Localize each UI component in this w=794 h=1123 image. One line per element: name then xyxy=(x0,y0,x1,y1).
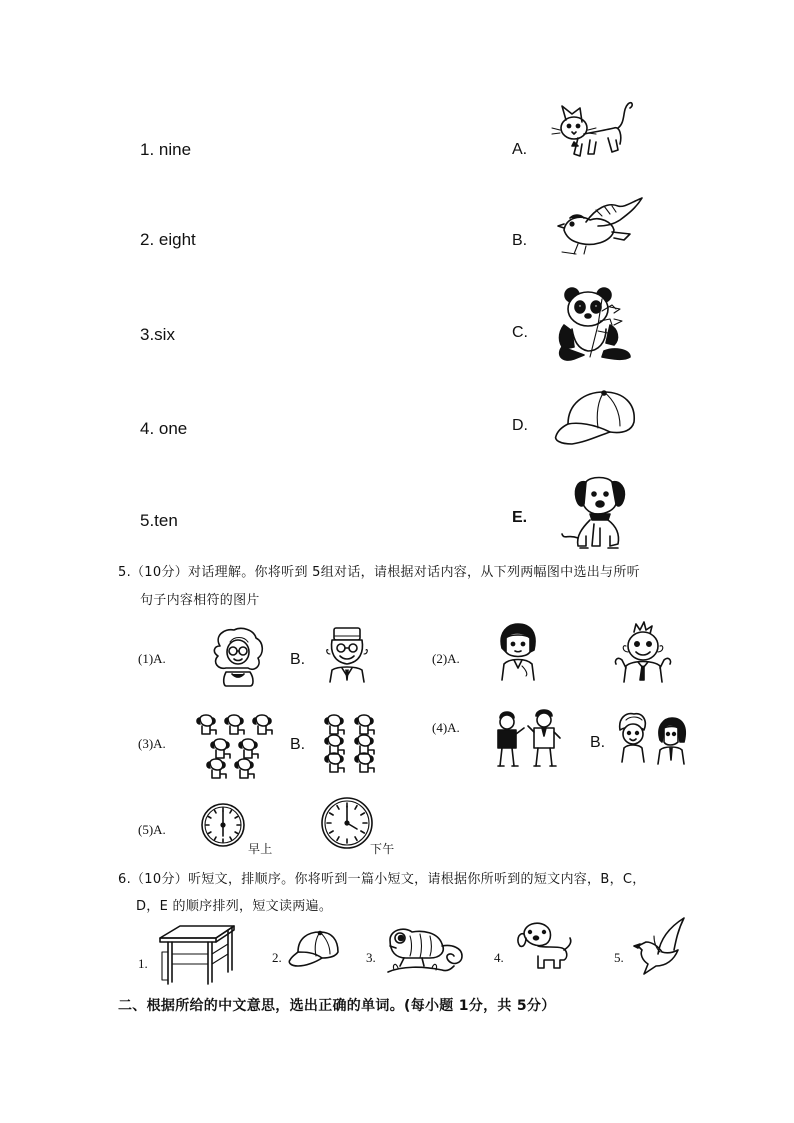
option-letter-d: D. xyxy=(512,417,528,434)
q5-group3-number: (3) xyxy=(138,736,154,751)
two-girls-icon xyxy=(616,712,692,766)
q5-group4-a: A. xyxy=(447,720,460,735)
q6-item1-number: 1. xyxy=(138,956,148,971)
section2-heading: 二、根据所给的中文意思，选出正确的单词。(每小题 1分，共 5分） xyxy=(118,998,556,1014)
man-with-glasses-icon xyxy=(322,626,372,684)
q6-item2-number: 2. xyxy=(272,950,282,965)
q5-group4-label xyxy=(432,720,460,736)
match-item-3: 3.six xyxy=(140,325,175,344)
q5-group2-a: A. xyxy=(447,651,460,666)
q5-group1-b: B. xyxy=(290,651,306,668)
q5-group5-a: A. xyxy=(153,822,166,837)
cap-icon xyxy=(554,390,638,446)
q5-group4-number: (4) xyxy=(432,720,448,735)
match-item-5: 5.ten xyxy=(140,511,178,530)
boy-icon xyxy=(612,622,674,684)
clock-a-caption: 早上 xyxy=(248,842,273,856)
q6-item3-number: 3. xyxy=(366,950,376,965)
q5-group2-label xyxy=(432,651,460,667)
clock-six-icon xyxy=(200,802,246,848)
clock-four-icon xyxy=(320,796,374,850)
chameleon-icon xyxy=(382,922,468,978)
match-item-4: 4. one xyxy=(140,419,188,438)
q5-group4-b: B. xyxy=(590,734,606,751)
q5-group3-b: B. xyxy=(290,736,306,753)
q5-group2-number: (2) xyxy=(432,651,448,666)
desk-icon xyxy=(158,924,236,986)
option-letter-b: B. xyxy=(512,232,528,249)
match-item-1: 1. nine xyxy=(140,140,192,159)
cat-icon xyxy=(548,96,638,168)
dove-icon xyxy=(632,916,690,976)
dog-icon-2 xyxy=(514,920,574,972)
q6-item4-number: 4. xyxy=(494,950,504,965)
q6-prompt-line2: D，E 的顺序排列，短文读两遍。 xyxy=(136,899,333,914)
match-item-2: 2. eight xyxy=(140,230,196,249)
q5-prompt-line2: 句子内容相符的图片 xyxy=(140,593,260,608)
q5-group3-a: A. xyxy=(153,736,166,751)
q6-prompt-line1: 6.（10分）听短文，排顺序。你将听到一篇小短文，请根据你所听到的短文内容，B，C， xyxy=(118,872,646,887)
girl-icon xyxy=(496,622,540,682)
q5-group5-label xyxy=(138,822,166,838)
dog-icon xyxy=(560,474,632,552)
q5-group5-number: (5) xyxy=(138,822,154,837)
q6-item5-number: 5. xyxy=(614,950,624,965)
cap-icon-2 xyxy=(288,930,340,970)
curly-hair-woman-icon xyxy=(208,626,268,688)
q5-prompt-line1: 5.（10分）对话理解。你将听到 5组对话，请根据对话内容，从下列两幅图中选出与所听 xyxy=(118,565,640,580)
panda-icon xyxy=(554,285,640,365)
option-letter-c: C. xyxy=(512,324,528,341)
bird-icon xyxy=(556,196,648,260)
four-dogs-icon xyxy=(324,712,384,772)
q5-group3-label xyxy=(138,736,166,752)
q5-group1-number: (1) xyxy=(138,651,154,666)
option-letter-e: E. xyxy=(512,509,528,526)
q5-group1-a: A. xyxy=(153,651,166,666)
five-dogs-icon xyxy=(196,712,280,778)
clock-b-caption: 下午 xyxy=(370,842,395,856)
q5-group1-label xyxy=(138,651,166,667)
option-letter-a: A. xyxy=(512,141,528,158)
two-boys-icon xyxy=(494,708,562,772)
